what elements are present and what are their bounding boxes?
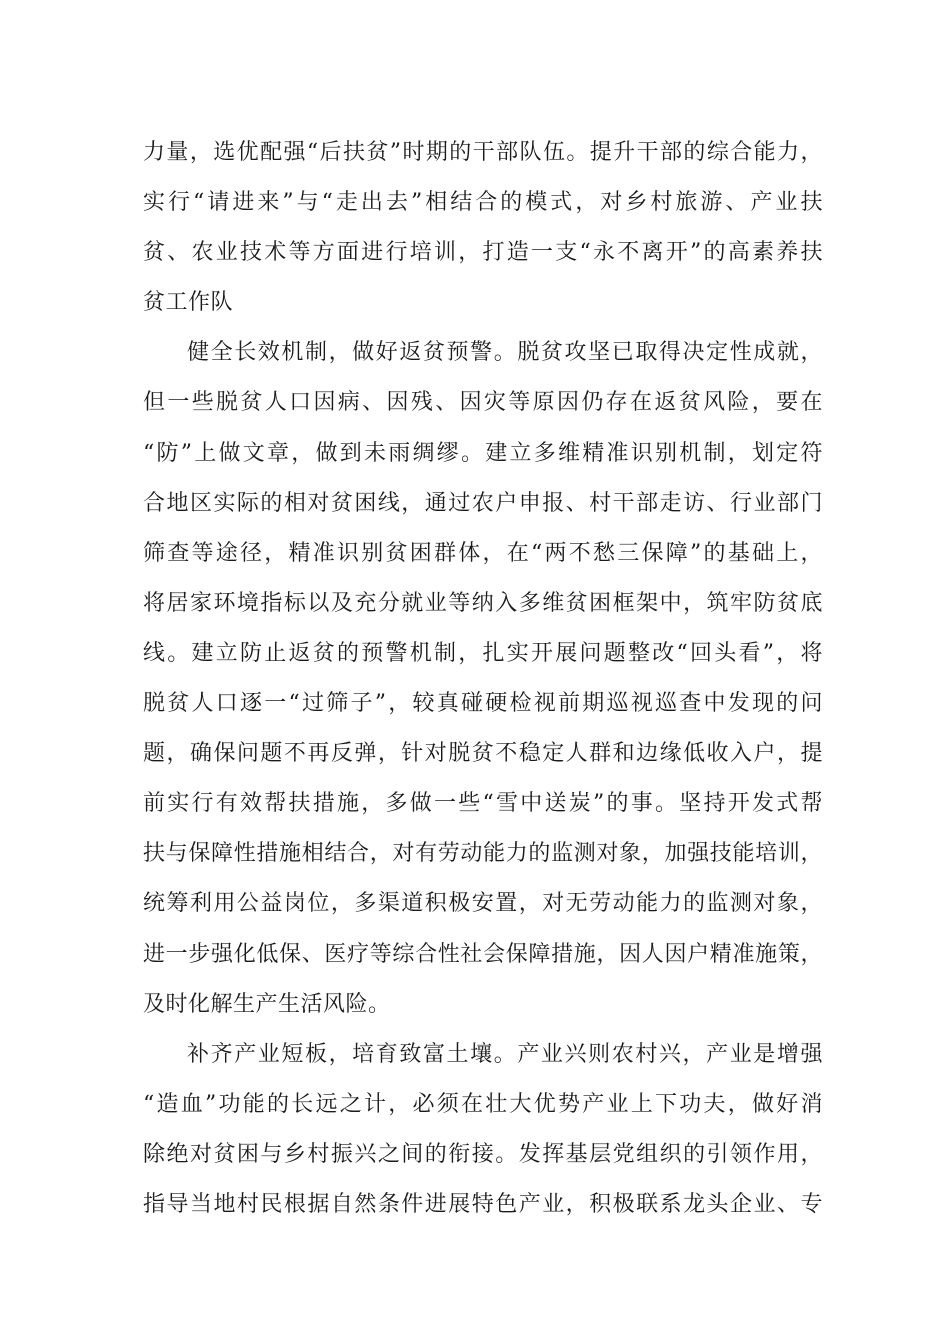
text-line: 贫工作队 [143,290,234,316]
text-line: 实行“请进来”与“走出去”相结合的模式，对乡村旅游、产业扶 [143,190,823,216]
paragraph-2 [143,328,823,1029]
text-line: 除绝对贫困与乡村振兴之间的衔接。发挥基层党组织的引领作用， [143,1141,823,1167]
text-line: 进一步强化低保、医疗等综合性社会保障措施，因人因户精准施策， [143,941,823,967]
paragraph-1 [143,128,823,328]
text-line: 补齐产业短板，培育致富土壤。产业兴则农村兴，产业是增强 [187,1041,823,1067]
text-line: 筛查等途径，精准识别贫困群体，在“两不愁三保障”的基础上， [143,540,823,566]
text-line: 及时化解生产生活风险。 [143,991,391,1017]
paragraph-3 [143,1030,823,1230]
text-line: 合地区实际的相对贫困线，通过农户申报、村干部走访、行业部门 [143,490,823,516]
text-line: “造血”功能的长远之计，必须在壮大优势产业上下功夫，做好消 [143,1091,823,1117]
text-line: 线。建立防止返贫的预警机制，扎实开展问题整改“回头看”，将 [143,640,823,666]
text-line: 前实行有效帮扶措施，多做一些“雪中送炭”的事。坚持开发式帮 [143,791,823,817]
text-line: 统筹利用公益岗位，多渠道积极安置，对无劳动能力的监测对象， [143,891,823,917]
text-line: 健全长效机制，做好返贫预警。脱贫攻坚已取得决定性成就， [187,340,823,366]
text-line: 指导当地村民根据自然条件进展特色产业，积极联系龙头企业、专 [143,1191,823,1217]
text-line: 将居家环境指标以及充分就业等纳入多维贫困框架中，筑牢防贫底 [143,590,823,616]
text-line: 扶与保障性措施相结合，对有劳动能力的监测对象，加强技能培训， [143,841,823,867]
document-body [143,128,823,1230]
text-line: 但一些脱贫人口因病、因残、因灾等原因仍存在返贫风险，要在 [143,390,823,416]
text-line: 脱贫人口逐一“过筛子”，较真碰硬检视前期巡视巡查中发现的问 [143,691,823,717]
text-line: 贫、农业技术等方面进行培训，打造一支“永不离开”的高素养扶 [143,240,823,266]
text-line: 题，确保问题不再反弹，针对脱贫不稳定人群和边缘低收入户，提 [143,741,823,767]
text-line: 力量，选优配强“后扶贫”时期的干部队伍。提升干部的综合能力， [143,140,823,165]
text-line: “防”上做文章，做到未雨绸缪。建立多维精准识别机制，划定符 [143,440,823,466]
